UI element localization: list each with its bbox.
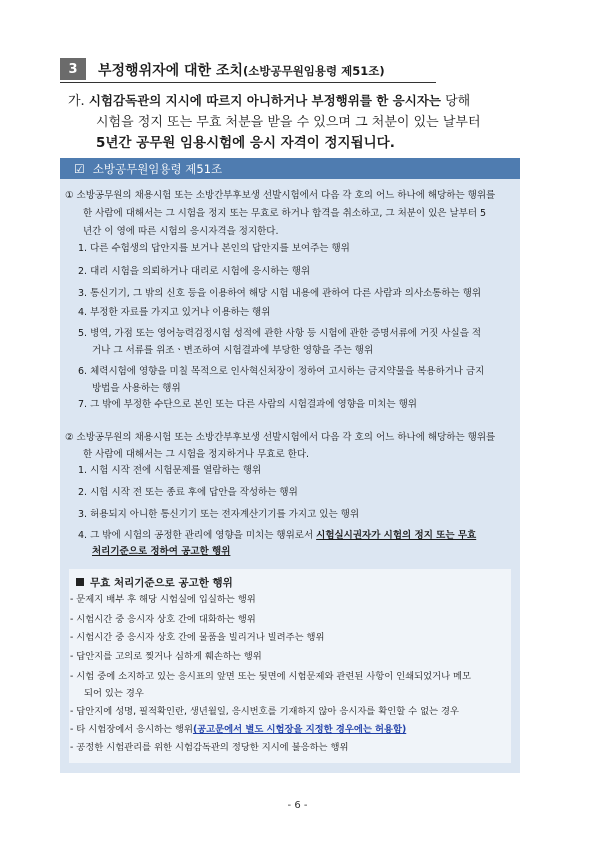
law-box-title: 소방공무원임용령 제51조 (92, 161, 223, 176)
list-item: 3. 통신기기, 그 밖의 신호 등을 이용하여 해당 시험 내용에 관하여 다른 사람과 의사소통하는 행위 (78, 288, 482, 299)
list-item (92, 543, 230, 560)
square-bullet-icon (76, 578, 84, 586)
rule-item: - 문제지 배부 후 해당 시험실에 입실하는 행위 (70, 594, 256, 605)
paragraph-1-line: 년간 이 영에 따른 시험의 응시자격을 정지한다. (83, 226, 279, 237)
rule-item: - 타 시험장에서 응시하는 행위(공고문에서 별도 시험장을 지정한 경우에는 허용함) (70, 724, 407, 735)
list-item: 7. 그 밖에 부정한 수단으로 본인 또는 다른 사람의 시험결과에 영향을 미치는 행위 (78, 399, 417, 410)
invalid-criteria-box (69, 569, 511, 763)
rule-item: - 시험시간 중 응시자 상호 간에 물품을 빌리거나 빌려주는 행위 (70, 632, 325, 643)
list-item: 방법을 사용하는 행위 (92, 383, 181, 394)
list-item: 6. 체력시험에 영향을 미칠 목적으로 인사혁신처장이 정하여 고시하는 금지약물을 복용하거나 금지 (78, 366, 485, 377)
intro-line-3: 5년간 공무원 임용시험에 응시 자격이 정지됩니다. (96, 135, 395, 151)
list-item: 거나 그 서류를 위조ㆍ변조하여 시험결과에 부당한 영향을 주는 행위 (92, 345, 374, 356)
rule-item: - 시험 중에 소지하고 있는 응시표의 앞면 또는 뒷면에 시험문제와 관련된 사항이 인쇄되었거나 메모 (70, 671, 472, 682)
exception-note: (공고문에서 별도 시험장을 지정한 경우에는 허용함) (192, 724, 407, 735)
checkbox-icon: ☑ (74, 161, 85, 176)
list-item: 5. 병역, 가점 또는 영어능력검정시험 성적에 관한 사항 등 시험에 관한 증명서류에 거짓 사실을 적 (78, 328, 482, 339)
list-item: 4. 그 밖에 시험의 공정한 관리에 영향을 미치는 행위로서 시험실시권자가 시험의 정지 또는 무효 (78, 530, 477, 541)
paragraph-2-line: 한 사람에 대해서는 그 시험을 정지하거나 무효로 한다. (83, 449, 310, 460)
invalid-criteria-title: 무효 처리기준으로 공고한 행위 (76, 575, 233, 590)
rule-item: - 공정한 시험관리를 위한 시험감독관의 정당한 지시에 불응하는 행위 (70, 742, 349, 753)
rule-item: - 답안지를 고의로 찢거나 심하게 훼손하는 행위 (70, 651, 262, 662)
intro-paragraph (68, 90, 538, 154)
intro-line-2: 시험을 정지 또는 무효 처분을 받을 수 있으며 그 처분이 있는 날부터 (96, 115, 481, 130)
law-box-header (60, 158, 520, 179)
list-item: 1. 시험 시작 전에 시험문제를 열람하는 행위 (78, 465, 262, 476)
list-item: 2. 시험 시작 전 또는 종료 후에 답안을 작성하는 행위 (78, 487, 298, 498)
intro-line-1: 가. 시험감독관의 지시에 따르지 아니하거나 부정행위를 한 응시자는 당해 (68, 93, 471, 109)
rule-item: 되어 있는 경우 (84, 688, 144, 699)
list-item: 2. 대리 시험을 의뢰하거나 대리로 시험에 응시하는 행위 (78, 266, 311, 277)
paragraph-1-line: 한 사람에 대해서는 그 시험을 정지 또는 무효로 하거나 합격을 취소하고, 그 처분이 있은 날부터 5 (83, 208, 487, 219)
section-underline (60, 82, 436, 83)
section-title: 부정행위자에 대한 조치(소방공무원임용령 제51조) (98, 63, 385, 79)
underlined-text: 처리기준으로 정하여 공고한 행위 (92, 546, 231, 557)
law-box (60, 179, 520, 773)
paragraph-1-line: ① 소방공무원의 채용시험 또는 소방간부후보생 선발시험에서 다음 각 호의 어느 하나에 해당하는 행위를 (65, 190, 496, 201)
rule-item: - 답안지에 성명, 필적확인란, 생년월일, 응시번호를 기재하지 않아 응시자를 확인할 수 없는 경우 (70, 706, 459, 717)
list-item: 3. 허용되지 아니한 통신기기 또는 전자계산기기를 가지고 있는 행위 (78, 509, 360, 520)
list-item: 4. 부정한 자료를 가지고 있거나 이용하는 행위 (78, 307, 271, 318)
section-heading (60, 57, 436, 83)
paragraph-2-line: ② 소방공무원의 채용시험 또는 소방간부후보생 선발시험에서 다음 각 호의 어느 하나에 해당하는 행위를 (65, 432, 496, 443)
list-item: 1. 다른 수험생의 답안지를 보거나 본인의 답안지를 보여주는 행위 (78, 243, 350, 254)
underlined-text: 시험실시권자가 시험의 정지 또는 무효 (316, 530, 477, 541)
section-subtitle: (소방공무원임용령 제51조) (243, 64, 385, 78)
page-number: - 6 - (287, 800, 308, 811)
rule-item: - 시험시간 중 응시자 상호 간에 대화하는 행위 (70, 614, 256, 625)
section-number: 3 (60, 58, 86, 80)
